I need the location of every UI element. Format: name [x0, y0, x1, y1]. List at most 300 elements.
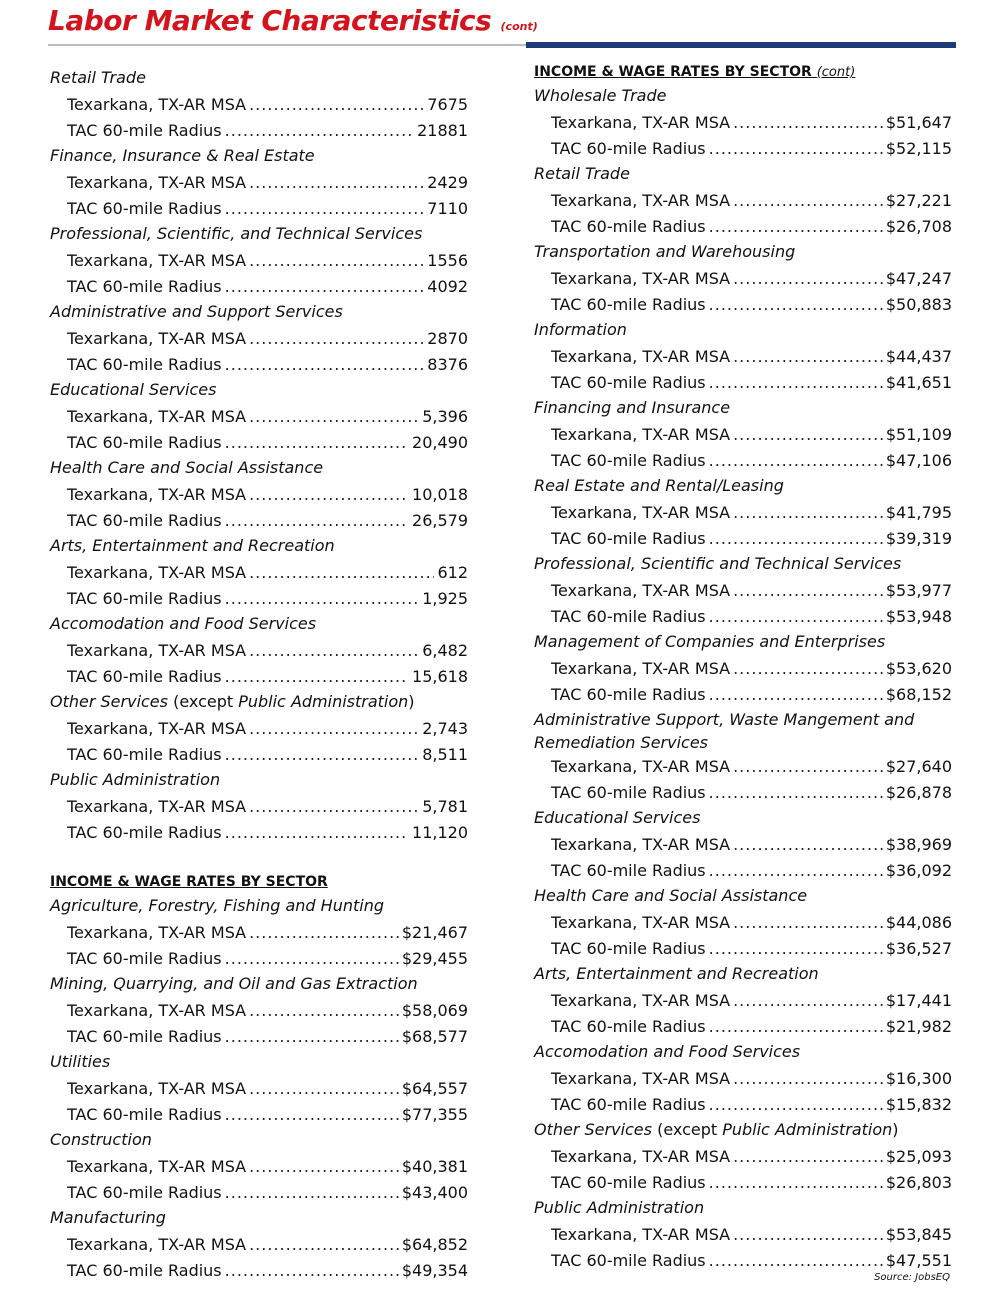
data-row: [534, 214, 952, 240]
row-label: Texarkana, TX-AR MSA: [67, 1001, 247, 1020]
row-value: $15,832: [885, 1095, 952, 1114]
row-label: TAC 60-mile Radius: [67, 949, 222, 968]
row-label: TAC 60-mile Radius: [551, 685, 706, 704]
income-section-left: [50, 894, 468, 1284]
row-value: 5,396: [422, 407, 468, 426]
row-label: Texarkana, TX-AR MSA: [551, 991, 731, 1010]
category-name-suffix-italic: Public Administration: [238, 692, 409, 711]
dot-leader: [709, 1248, 883, 1274]
income-heading-text: INCOME & WAGE RATES BY SECTOR: [50, 874, 328, 890]
dot-leader: [249, 638, 419, 664]
data-row: [50, 1076, 468, 1102]
dot-leader: [733, 1222, 883, 1248]
row-value: 8376: [427, 355, 468, 374]
data-row: [50, 1024, 468, 1050]
data-row: [534, 1248, 952, 1274]
row-label: Texarkana, TX-AR MSA: [67, 95, 247, 114]
dot-leader: [733, 754, 883, 780]
category-name: Professional, Scientific, and Technical Services: [50, 224, 423, 243]
employment-section: [50, 66, 468, 846]
row-label: TAC 60-mile Radius: [67, 1105, 222, 1124]
data-row: [534, 754, 952, 780]
page-title: [48, 4, 538, 37]
row-value: $64,557: [401, 1079, 468, 1098]
row-value: 2870: [427, 329, 468, 348]
data-row: [50, 118, 468, 144]
dot-leader: [733, 344, 883, 370]
data-row: [534, 370, 952, 396]
data-row: [534, 910, 952, 936]
dot-leader: [709, 682, 883, 708]
row-value: $47,106: [885, 451, 952, 470]
dot-leader: [249, 482, 409, 508]
data-row: [534, 448, 952, 474]
dot-leader: [249, 404, 419, 430]
row-value: $50,883: [885, 295, 952, 314]
category-heading: [50, 144, 468, 170]
dot-leader: [225, 274, 425, 300]
row-label: Texarkana, TX-AR MSA: [67, 173, 247, 192]
row-value: $21,982: [885, 1017, 952, 1036]
dot-leader: [225, 664, 409, 690]
category-heading: [534, 474, 952, 500]
data-row: [534, 1066, 952, 1092]
dot-leader: [225, 1024, 399, 1050]
row-label: Texarkana, TX-AR MSA: [551, 1225, 731, 1244]
row-label: Texarkana, TX-AR MSA: [551, 757, 731, 776]
data-row: [534, 1014, 952, 1040]
row-value: 10,018: [412, 485, 468, 504]
dot-leader: [249, 998, 399, 1024]
left-column: [50, 66, 468, 1284]
row-value: $52,115: [885, 139, 952, 158]
category-name: Professional, Scientific and Technical Services: [534, 554, 902, 573]
dot-leader: [733, 578, 883, 604]
data-row: [534, 832, 952, 858]
dot-leader: [225, 430, 409, 456]
row-value: $58,069: [401, 1001, 468, 1020]
row-label: TAC 60-mile Radius: [551, 451, 706, 470]
row-label: Texarkana, TX-AR MSA: [551, 347, 731, 366]
row-value: $41,651: [885, 373, 952, 392]
row-label: TAC 60-mile Radius: [551, 373, 706, 392]
row-value: 26,579: [412, 511, 468, 530]
row-label: Texarkana, TX-AR MSA: [67, 923, 247, 942]
row-value: $43,400: [401, 1183, 468, 1202]
dot-leader: [733, 422, 883, 448]
row-value: $49,354: [401, 1261, 468, 1280]
category-heading: [534, 1040, 952, 1066]
row-value: 1556: [427, 251, 468, 270]
row-value: $68,152: [885, 685, 952, 704]
row-value: 1,925: [422, 589, 468, 608]
category-heading: [50, 66, 468, 92]
dot-leader: [733, 266, 883, 292]
category-heading: [534, 1196, 952, 1222]
row-label: TAC 60-mile Radius: [551, 1095, 706, 1114]
row-label: Texarkana, TX-AR MSA: [67, 719, 247, 738]
page-title-text: Labor Market Characteristics: [48, 4, 492, 37]
category-name: Other Services: [534, 1120, 652, 1139]
data-row: [50, 1102, 468, 1128]
dot-leader: [225, 1258, 399, 1284]
row-value: $25,093: [885, 1147, 952, 1166]
row-value: 5,781: [422, 797, 468, 816]
row-value: $47,551: [885, 1251, 952, 1270]
row-label: Texarkana, TX-AR MSA: [551, 913, 731, 932]
dot-leader: [249, 92, 424, 118]
data-row: [50, 946, 468, 972]
dot-leader: [249, 560, 434, 586]
category-heading: [50, 768, 468, 794]
category-name-suffix-close: ): [408, 692, 415, 711]
dot-leader: [709, 1092, 883, 1118]
row-value: $27,640: [885, 757, 952, 776]
header-rule-blue: [526, 42, 956, 48]
row-value: $39,319: [885, 529, 952, 548]
category-name: Finance, Insurance & Real Estate: [50, 146, 315, 165]
dot-leader: [249, 1076, 399, 1102]
row-value: $29,455: [401, 949, 468, 968]
data-row: [50, 794, 468, 820]
category-name: Construction: [50, 1130, 152, 1149]
data-row: [50, 92, 468, 118]
category-heading: [50, 690, 468, 716]
data-row: [50, 326, 468, 352]
row-value: $53,977: [885, 581, 952, 600]
category-heading: [534, 630, 952, 656]
category-name: Utilities: [50, 1052, 111, 1071]
row-label: TAC 60-mile Radius: [551, 1251, 706, 1270]
category-heading: [534, 806, 952, 832]
dot-leader: [225, 118, 414, 144]
data-row: [534, 344, 952, 370]
row-label: Texarkana, TX-AR MSA: [67, 407, 247, 426]
dot-leader: [733, 110, 883, 136]
row-label: Texarkana, TX-AR MSA: [551, 269, 731, 288]
row-label: TAC 60-mile Radius: [67, 121, 222, 140]
category-name: Transportation and Warehousing: [534, 242, 796, 261]
dot-leader: [225, 820, 409, 846]
data-row: [50, 482, 468, 508]
row-value: $36,527: [885, 939, 952, 958]
row-label: Texarkana, TX-AR MSA: [551, 191, 731, 210]
row-value: $53,620: [885, 659, 952, 678]
data-row: [534, 526, 952, 552]
category-name: Educational Services: [534, 808, 701, 827]
category-name: Accomodation and Food Services: [50, 614, 317, 633]
category-heading: [534, 552, 952, 578]
row-value: $41,795: [885, 503, 952, 522]
data-row: [50, 742, 468, 768]
row-label: Texarkana, TX-AR MSA: [551, 503, 731, 522]
row-label: TAC 60-mile Radius: [67, 433, 222, 452]
row-label: Texarkana, TX-AR MSA: [67, 329, 247, 348]
data-row: [50, 274, 468, 300]
data-row: [50, 560, 468, 586]
category-heading: [534, 240, 952, 266]
category-heading: [534, 1118, 952, 1144]
data-row: [534, 110, 952, 136]
category-name: Management of Companies and Enterprises: [534, 632, 886, 651]
data-row: [50, 1180, 468, 1206]
category-heading: [50, 456, 468, 482]
data-row: [534, 136, 952, 162]
dot-leader: [249, 794, 419, 820]
row-label: TAC 60-mile Radius: [551, 295, 706, 314]
row-value: $44,437: [885, 347, 952, 366]
row-label: TAC 60-mile Radius: [67, 1027, 222, 1046]
category-name: Other Services: [50, 692, 168, 711]
row-value: $38,969: [885, 835, 952, 854]
row-value: 11,120: [412, 823, 468, 842]
dot-leader: [709, 858, 883, 884]
dot-leader: [225, 1180, 399, 1206]
header-rule-gray: [48, 44, 526, 46]
row-label: TAC 60-mile Radius: [67, 745, 222, 764]
row-value: $21,467: [401, 923, 468, 942]
row-value: 2,743: [422, 719, 468, 738]
dot-leader: [249, 170, 424, 196]
row-label: Texarkana, TX-AR MSA: [551, 1147, 731, 1166]
row-label: TAC 60-mile Radius: [551, 217, 706, 236]
row-value: $77,355: [401, 1105, 468, 1124]
row-value: $47,247: [885, 269, 952, 288]
data-row: [534, 1144, 952, 1170]
data-row: [50, 248, 468, 274]
data-row: [50, 638, 468, 664]
dot-leader: [249, 326, 424, 352]
income-heading-cont-suffix: (cont): [816, 65, 856, 80]
row-value: $17,441: [885, 991, 952, 1010]
category-heading: [50, 300, 468, 326]
dot-leader: [709, 936, 883, 962]
category-name: Arts, Entertainment and Recreation: [50, 536, 335, 555]
row-label: TAC 60-mile Radius: [67, 511, 222, 530]
category-name: Public Administration: [534, 1198, 705, 1217]
dot-leader: [709, 526, 883, 552]
category-name: Public Administration: [50, 770, 221, 789]
row-value: $51,647: [885, 113, 952, 132]
section-spacer: [50, 846, 468, 870]
dot-leader: [709, 1014, 883, 1040]
dot-leader: [733, 656, 883, 682]
data-row: [534, 500, 952, 526]
dot-leader: [225, 1102, 399, 1128]
data-row: [534, 1222, 952, 1248]
data-row: [534, 936, 952, 962]
data-row: [50, 196, 468, 222]
dot-leader: [733, 832, 883, 858]
data-row: [50, 170, 468, 196]
category-name: Mining, Quarrying, and Oil and Gas Extraction: [50, 974, 418, 993]
data-row: [50, 716, 468, 742]
dot-leader: [709, 1170, 883, 1196]
row-label: TAC 60-mile Radius: [551, 861, 706, 880]
row-value: $53,845: [885, 1225, 952, 1244]
dot-leader: [709, 136, 883, 162]
row-value: 20,490: [412, 433, 468, 452]
data-row: [50, 998, 468, 1024]
row-label: Texarkana, TX-AR MSA: [551, 835, 731, 854]
row-value: $51,109: [885, 425, 952, 444]
row-label: Texarkana, TX-AR MSA: [551, 581, 731, 600]
row-value: 612: [437, 563, 468, 582]
dot-leader: [709, 448, 883, 474]
data-row: [534, 1170, 952, 1196]
category-heading: [50, 1050, 468, 1076]
category-name: Information: [534, 320, 627, 339]
row-label: TAC 60-mile Radius: [551, 1173, 706, 1192]
row-label: TAC 60-mile Radius: [551, 1017, 706, 1036]
dot-leader: [709, 604, 883, 630]
row-label: Texarkana, TX-AR MSA: [551, 659, 731, 678]
data-row: [50, 1258, 468, 1284]
row-label: Texarkana, TX-AR MSA: [67, 1235, 247, 1254]
dot-leader: [733, 1066, 883, 1092]
category-heading: [534, 318, 952, 344]
data-row: [534, 858, 952, 884]
row-value: $36,092: [885, 861, 952, 880]
data-row: [534, 780, 952, 806]
category-heading: [50, 222, 468, 248]
category-heading: [534, 162, 952, 188]
row-value: 21881: [417, 121, 468, 140]
dot-leader: [225, 352, 425, 378]
data-row: [50, 404, 468, 430]
data-row: [50, 352, 468, 378]
right-column: [534, 60, 952, 1274]
row-label: Texarkana, TX-AR MSA: [67, 485, 247, 504]
dot-leader: [225, 946, 399, 972]
income-section-heading-cont: [534, 60, 952, 84]
data-row: [534, 1092, 952, 1118]
data-row: [50, 586, 468, 612]
row-value: 7675: [427, 95, 468, 114]
category-heading: [534, 84, 952, 110]
row-label: Texarkana, TX-AR MSA: [551, 1069, 731, 1088]
category-name-suffix-italic: Public Administration: [722, 1120, 893, 1139]
dot-leader: [709, 370, 883, 396]
row-label: TAC 60-mile Radius: [551, 939, 706, 958]
income-section-right: [534, 84, 952, 1274]
data-row: [534, 656, 952, 682]
dot-leader: [249, 716, 419, 742]
dot-leader: [709, 214, 883, 240]
data-row: [50, 508, 468, 534]
data-row: [50, 1232, 468, 1258]
category-heading: [50, 534, 468, 560]
data-row: [50, 430, 468, 456]
category-name: Health Care and Social Assistance: [50, 458, 324, 477]
row-label: TAC 60-mile Radius: [67, 277, 222, 296]
category-name: Manufacturing: [50, 1208, 166, 1227]
dot-leader: [249, 1154, 399, 1180]
row-value: $64,852: [401, 1235, 468, 1254]
dot-leader: [249, 248, 424, 274]
data-row: [534, 292, 952, 318]
category-name: Agriculture, Forestry, Fishing and Hunting: [50, 896, 384, 915]
category-heading: [534, 884, 952, 910]
category-name-suffix-close: ): [892, 1120, 899, 1139]
row-value: 8,511: [422, 745, 468, 764]
row-label: TAC 60-mile Radius: [67, 589, 222, 608]
row-value: $53,948: [885, 607, 952, 626]
row-label: Texarkana, TX-AR MSA: [67, 797, 247, 816]
row-label: Texarkana, TX-AR MSA: [551, 113, 731, 132]
data-row: [534, 422, 952, 448]
row-value: $26,803: [885, 1173, 952, 1192]
category-heading: [534, 396, 952, 422]
row-label: Texarkana, TX-AR MSA: [67, 641, 247, 660]
category-name: Real Estate and Rental/Leasing: [534, 476, 784, 495]
row-value: 2429: [427, 173, 468, 192]
dot-leader: [249, 920, 399, 946]
row-value: $27,221: [885, 191, 952, 210]
category-name: Arts, Entertainment and Recreation: [534, 964, 819, 983]
data-row: [534, 578, 952, 604]
dot-leader: [225, 742, 420, 768]
category-name: Administrative and Support Services: [50, 302, 343, 321]
row-value: 7110: [427, 199, 468, 218]
dot-leader: [733, 988, 883, 1014]
dot-leader: [709, 780, 883, 806]
row-label: TAC 60-mile Radius: [67, 667, 222, 686]
category-name-suffix: (except: [167, 692, 239, 711]
dot-leader: [225, 508, 409, 534]
row-value: $26,878: [885, 783, 952, 802]
row-label: TAC 60-mile Radius: [551, 607, 706, 626]
dot-leader: [733, 1144, 883, 1170]
category-name: Administrative Support, Waste Mangement and Remediation Services: [534, 710, 915, 752]
data-row: [50, 820, 468, 846]
row-label: Texarkana, TX-AR MSA: [67, 251, 247, 270]
category-name: Educational Services: [50, 380, 217, 399]
category-name: Accomodation and Food Services: [534, 1042, 801, 1061]
row-value: $40,381: [401, 1157, 468, 1176]
data-row: [534, 266, 952, 292]
category-heading: [534, 708, 952, 754]
row-label: TAC 60-mile Radius: [551, 529, 706, 548]
category-heading: [534, 962, 952, 988]
category-name: Financing and Insurance: [534, 398, 731, 417]
dot-leader: [733, 188, 883, 214]
income-heading-cont-text: INCOME & WAGE RATES BY SECTOR: [534, 64, 812, 80]
dot-leader: [249, 1232, 399, 1258]
row-label: Texarkana, TX-AR MSA: [551, 425, 731, 444]
row-value: $26,708: [885, 217, 952, 236]
dot-leader: [225, 586, 420, 612]
row-label: TAC 60-mile Radius: [67, 1183, 222, 1202]
row-label: TAC 60-mile Radius: [551, 783, 706, 802]
data-row: [50, 664, 468, 690]
category-heading: [50, 1206, 468, 1232]
row-label: TAC 60-mile Radius: [67, 1261, 222, 1280]
data-row: [534, 188, 952, 214]
dot-leader: [225, 196, 425, 222]
data-row: [50, 1154, 468, 1180]
category-heading: [50, 1128, 468, 1154]
row-value: $68,577: [401, 1027, 468, 1046]
dot-leader: [733, 500, 883, 526]
category-heading: [50, 972, 468, 998]
row-label: Texarkana, TX-AR MSA: [67, 563, 247, 582]
category-name: Health Care and Social Assistance: [534, 886, 808, 905]
category-heading: [50, 894, 468, 920]
row-value: 15,618: [412, 667, 468, 686]
category-heading: [50, 612, 468, 638]
category-name: Retail Trade: [534, 164, 630, 183]
